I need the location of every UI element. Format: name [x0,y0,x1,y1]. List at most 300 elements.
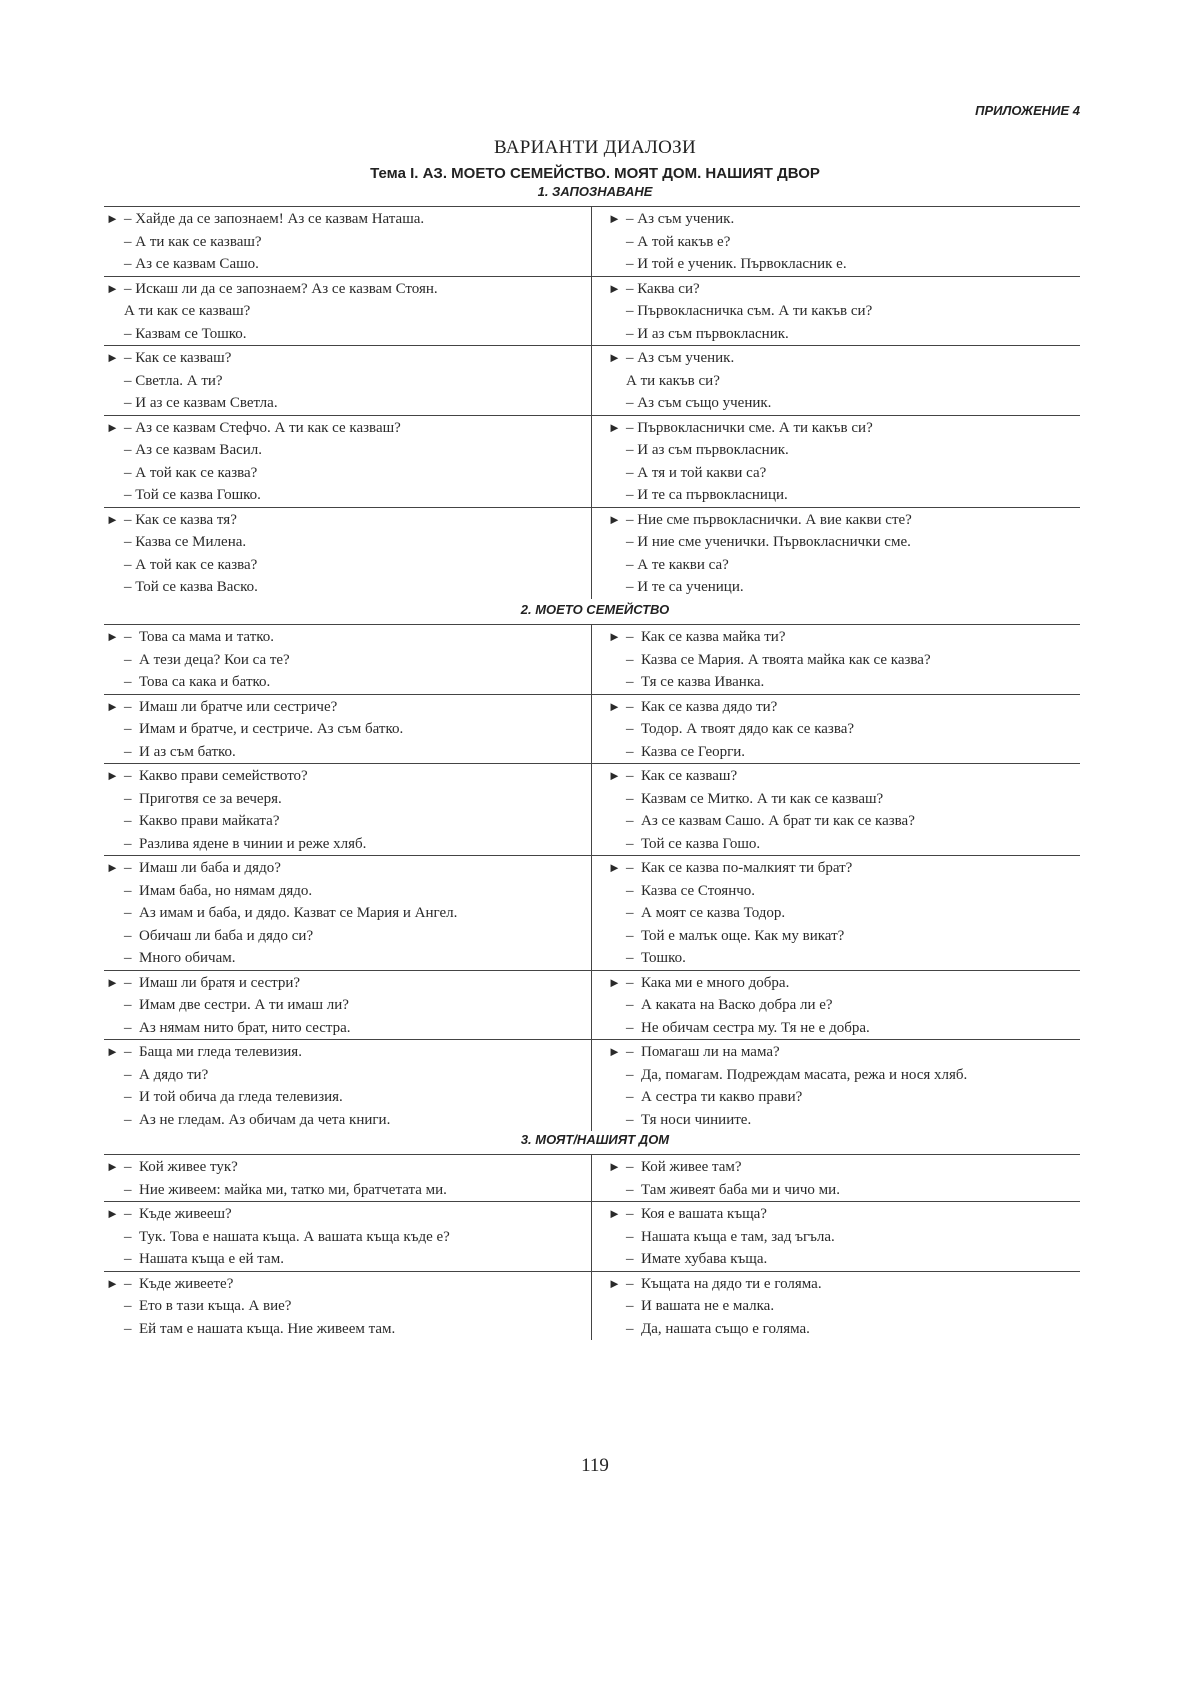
dialogue-text: – И аз съм първокласник. [626,442,789,458]
dialogue-text: – И аз съм първокласник. [626,325,789,342]
dialogue-line [106,718,585,741]
dialogue-text: – Казва се Стоянчо. [626,882,756,899]
dialogue-cell-right [592,1272,1080,1341]
dialogue-text: – Казвам се Митко. А ти как се казваш? [626,790,884,807]
arrow-marker-icon [106,323,124,346]
dialogue-text: – И той обича да гледа телевизия. [124,1089,343,1105]
dialogue-line [608,300,1074,323]
arrow-marker-icon [608,300,626,323]
appendix-label: ПРИЛОЖЕНИЕ 4 [975,103,1080,118]
dialogue-row [104,1271,1080,1341]
dialogue-text: – Казва се Мария. А твоята майка как се казва? [626,651,931,668]
dialogue-line [106,1109,585,1132]
dialogue-line [106,1273,585,1296]
arrow-marker-icon [608,370,626,393]
arrow-marker-icon [106,253,124,276]
dialogue-line [608,671,1074,694]
arrow-marker-icon [608,1064,626,1087]
dialogue-line [106,1318,585,1341]
dialogue-line [106,231,585,254]
dialogue-line [608,576,1074,599]
arrow-marker-icon: ► [608,974,621,990]
topic-subtitle: Тема I. АЗ. МОЕТО СЕМЕЙСТВО. МОЯТ ДОМ. НАШИЯТ ДВОР [370,165,820,182]
dialogue-text: – Не обичам сестра му. Тя не е добра. [626,1019,870,1036]
dialogue-cell-right [592,1155,1080,1201]
dialogue-line [106,484,585,507]
arrow-marker-icon [106,370,124,393]
arrow-marker-icon: ► [608,629,621,644]
dialogue-text: – Каква си? [626,280,700,297]
arrow-marker-icon [608,1248,626,1271]
arrow-marker-icon: ► [608,698,621,714]
dialogue-text: – Кой живее тук? [124,1159,238,1175]
dialogue-line [608,439,1074,462]
dialogue-cell-left [104,346,592,415]
dialogue-line [608,1226,1074,1249]
dialogue-line [608,531,1074,554]
arrow-marker-icon [608,484,626,507]
dialogue-text: – Имам две сестри. А ти имаш ли? [124,997,349,1013]
dialogue-text: – А те какви са? [626,556,729,573]
dialogue-line [106,509,585,532]
page-title: ВАРИАНТИ ДИАЛОЗИ [493,137,697,158]
arrow-marker-icon [106,902,124,925]
dialogue-text: – Къде живееш? [124,1206,232,1222]
dialogue-text: – Ние живеем: майка ми, татко ми, братчетата ми. [124,1181,447,1198]
dialogue-line [608,208,1074,231]
dialogue-line [106,972,585,995]
arrow-marker-icon: ► [106,974,119,990]
dialogue-line [608,1041,1074,1064]
dialogue-text: – И той е ученик. Първокласник е. [626,256,847,272]
dialogue-text: – Ние сме първокласнички. А вие какви сте? [626,511,912,528]
dialogue-line [106,1041,585,1064]
dialogue-text: – Разлива ядене в чинии и реже хляб. [124,835,367,852]
arrow-marker-icon: ► [106,511,119,527]
dialogue-cell-right [592,856,1080,970]
dialogue-line [106,531,585,554]
dialogue-text: А ти какъв си? [626,372,720,389]
arrow-marker-icon: ► [608,860,621,875]
dialogue-grid [104,624,1080,1131]
dialogue-line [106,1203,585,1226]
arrow-marker-icon [608,741,626,764]
arrow-marker-icon [106,880,124,903]
dialogue-line [106,741,585,764]
arrow-marker-icon [608,1086,626,1109]
dialogue-text: – Къде живеете? [124,1275,234,1292]
arrow-marker-icon [106,810,124,833]
arrow-marker-icon [106,947,124,970]
dialogue-text: – Светла. А ти? [124,372,223,389]
page-number: 119 [581,1455,609,1476]
dialogue-text: – Кака ми е много добра. [626,974,790,991]
dialogue-line [106,1295,585,1318]
arrow-marker-icon [608,671,626,694]
dialogue-cell-left [104,1155,592,1201]
dialogue-line [608,1248,1074,1271]
arrow-marker-icon: ► [106,860,119,875]
dialogue-cell-left [104,508,592,599]
dialogue-line [106,788,585,811]
dialogue-line [106,554,585,577]
arrow-marker-icon: ► [608,419,621,435]
dialogue-text: – И ние сме ученички. Първокласнички сме. [626,534,911,550]
dialogue-line [106,994,585,1017]
dialogue-text: – Искаш ли да се запознаем? Аз се казвам Стоян. [124,280,438,297]
dialogue-text: – Казвам се Тошко. [124,325,247,342]
dialogue-text: – Той се казва Гошко. [124,487,261,503]
dialogue-text: – А моят се казва Тодор. [626,905,786,921]
dialogue-text: – Аз се казвам Стефчо. А ти как се казваш? [124,419,401,436]
arrow-marker-icon: ► [106,1159,119,1174]
dialogue-text: – Той се казва Васко. [124,579,258,595]
dialogue-line [106,880,585,903]
dialogue-line [608,1295,1074,1318]
dialogue-line [608,1179,1074,1202]
arrow-marker-icon [106,484,124,507]
dialogue-line [106,671,585,694]
dialogue-text: – Първокласнички сме. А ти какъв си? [626,419,873,436]
arrow-marker-icon [608,880,626,903]
dialogue-text: – Това са мама и татко. [124,629,275,645]
dialogue-text: – Как се казва дядо ти? [626,698,778,715]
arrow-marker-icon: ► [608,1206,621,1221]
dialogue-line [106,323,585,346]
dialogue-grid [104,206,1080,599]
dialogue-text: – Аз не гледам. Аз обичам да чета книги. [124,1111,391,1128]
arrow-marker-icon [106,1248,124,1271]
dialogue-text: – Ето в тази къща. А вие? [124,1298,292,1314]
arrow-marker-icon [608,1109,626,1132]
dialogue-text: – И те са първокласници. [626,487,788,503]
dialogue-cell-left [104,416,592,507]
dialogue-row [104,855,1080,970]
arrow-marker-icon: ► [106,280,119,296]
dialogue-line [106,462,585,485]
arrow-marker-icon [106,1086,124,1109]
dialogue-cell-right [592,277,1080,346]
arrow-marker-icon: ► [106,768,119,783]
dialogue-text: – Как се казваш? [124,350,232,366]
dialogue-text: – А дядо ти? [124,1066,209,1083]
dialogue-row [104,415,1080,507]
section-title: 2. МОЕТО СЕМЕЙСТВО [520,602,670,617]
dialogue-text: – А каката на Васко добра ли е? [626,997,833,1013]
dialogue-line [608,947,1074,970]
dialogue-line [106,1064,585,1087]
arrow-marker-icon [608,718,626,741]
dialogue-cell-right [592,1202,1080,1271]
dialogue-line [106,1086,585,1109]
dialogue-line [106,1248,585,1271]
dialogue-line [106,649,585,672]
dialogue-line [106,417,585,440]
dialogue-text: – Как се казваш? [626,768,738,784]
dialogue-cell-right [592,346,1080,415]
dialogue-text: – Имаш ли братче или сестриче? [124,698,338,715]
dialogue-text: – И аз съм батко. [124,743,236,760]
dialogue-text: – Това са кака и батко. [124,674,271,690]
dialogue-line [106,300,585,323]
dialogue-line [608,1086,1074,1109]
dialogue-text: – Как се казва тя? [124,511,237,528]
dialogue-text: – Много обичам. [124,950,236,966]
dialogue-text: – А той какъв е? [626,233,731,250]
dialogue-line [608,1017,1074,1040]
dialogue-line [106,1226,585,1249]
dialogue-text: – Аз се казвам Сашо. А брат ти как се казва? [626,813,915,829]
dialogue-line [608,833,1074,856]
dialogue-text: – Тодор. А твоят дядо как се казва? [626,721,855,737]
dialogue-line [608,1156,1074,1179]
dialogue-text: – Той се казва Гошо. [626,835,761,852]
dialogue-line [608,509,1074,532]
dialogue-line [608,788,1074,811]
dialogue-row [104,624,1080,694]
arrow-marker-icon [608,788,626,811]
dialogue-text: – А тя и той какви са? [626,464,767,481]
dialogue-line [608,857,1074,880]
arrow-marker-icon: ► [106,1206,119,1221]
dialogue-text: – А ти как се казваш? [124,233,262,250]
arrow-marker-icon [106,576,124,599]
arrow-marker-icon: ► [608,1044,621,1059]
dialogue-cell-right [592,971,1080,1040]
dialogue-text: – Аз се казвам Сашо. [124,256,259,272]
arrow-marker-icon: ► [608,211,621,226]
dialogue-line [608,554,1074,577]
dialogue-line [608,231,1074,254]
dialogue-line [608,347,1074,370]
dialogue-line [608,370,1074,393]
arrow-marker-icon [106,994,124,1017]
arrow-marker-icon [608,439,626,462]
arrow-marker-icon [608,1226,626,1249]
arrow-marker-icon [608,1295,626,1318]
dialogue-line [608,417,1074,440]
dialogue-cell-right [592,625,1080,694]
dialogue-line [608,925,1074,948]
dialogue-cell-left [104,1040,592,1131]
dialogue-text: – Коя е вашата къща? [626,1206,767,1222]
dialogue-line [608,880,1074,903]
dialogue-row [104,970,1080,1040]
dialogue-text: – А сестра ти какво прави? [626,1089,803,1105]
dialogue-line [608,323,1074,346]
arrow-marker-icon: ► [608,768,621,783]
dialogue-cell-right [592,416,1080,507]
dialogue-line [106,1017,585,1040]
arrow-marker-icon [608,833,626,856]
dialogue-text: – А тези деца? Кои са те? [124,651,290,668]
arrow-marker-icon: ► [106,1044,119,1059]
dialogue-text: – Баща ми гледа телевизия. [124,1044,302,1060]
dialogue-text: – Аз съм ученик. [626,211,735,227]
dialogue-text: – Обичаш ли баба и дядо си? [124,927,314,944]
dialogue-text: – Имаш ли братя и сестри? [124,974,301,991]
dialogue-text: – Хайде да се запознаем! Аз се казвам Наташа. [124,211,425,227]
dialogue-line [608,1064,1074,1087]
dialogue-text: – Ей там е нашата къща. Ние живеем там. [124,1320,396,1337]
arrow-marker-icon: ► [106,350,119,365]
arrow-marker-icon [608,531,626,554]
arrow-marker-icon [106,439,124,462]
arrow-marker-icon [608,1179,626,1202]
arrow-marker-icon: ► [106,698,119,714]
section-title: 3. МОЯТ/НАШИЯТ ДОМ [520,1132,670,1147]
dialogue-line [608,765,1074,788]
arrow-marker-icon [608,994,626,1017]
dialogue-row [104,1154,1080,1201]
dialogue-line [608,484,1074,507]
arrow-marker-icon [608,810,626,833]
arrow-marker-icon [608,1017,626,1040]
dialogue-text: – Аз нямам нито брат, нито сестра. [124,1019,351,1036]
dialogue-cell-left [104,277,592,346]
dialogue-row [104,345,1080,415]
dialogue-line [608,718,1074,741]
dialogue-text: – Тошко. [626,950,686,966]
dialogue-text: – Какво прави майката? [124,813,280,829]
dialogue-text: – Нашата къща е там, зад ъгъла. [626,1228,835,1245]
dialogue-line [608,278,1074,301]
dialogue-text: – Как се казва по-малкият ти брат? [626,860,853,876]
arrow-marker-icon [106,925,124,948]
dialogue-cell-left [104,1272,592,1341]
arrow-marker-icon [106,649,124,672]
dialogue-line [608,626,1074,649]
dialogue-line [608,1318,1074,1341]
arrow-marker-icon: ► [106,211,119,226]
dialogue-text: – Той е малък още. Как му викат? [626,927,845,944]
dialogue-cell-left [104,207,592,276]
arrow-marker-icon [106,1017,124,1040]
dialogue-row [104,507,1080,599]
dialogue-row [104,1039,1080,1131]
dialogue-row [104,763,1080,855]
dialogue-text: – Нашата къща е ей там. [124,1251,284,1267]
arrow-marker-icon [106,531,124,554]
dialogue-text: – Аз съм също ученик. [626,395,772,411]
dialogue-text: – Там живеят баба ми и чичо ми. [626,1181,840,1198]
arrow-marker-icon [106,1226,124,1249]
arrow-marker-icon: ► [608,350,621,365]
dialogue-text: – Аз се казвам Васил. [124,442,263,458]
arrow-marker-icon: ► [106,1275,119,1291]
arrow-marker-icon [106,718,124,741]
dialogue-text: – А той как се казва? [124,556,258,573]
dialogue-text: – Да, помагам. Подреждам масата, режа и нося хляб. [626,1066,968,1083]
dialogue-line [608,972,1074,995]
dialogue-line [608,649,1074,672]
dialogue-cell-right [592,764,1080,855]
dialogue-cell-left [104,971,592,1040]
dialogue-text: – Къщата на дядо ти е голяма. [626,1275,822,1292]
dialogue-text: – Казва се Георги. [626,743,746,760]
arrow-marker-icon [608,323,626,346]
dialogue-cell-right [592,1040,1080,1131]
dialogue-text: – А той как се казва? [124,464,258,481]
dialogue-row [104,1201,1080,1271]
dialogue-line [608,1109,1074,1132]
section-title: 1. ЗАПОЗНАВАНЕ [537,184,653,199]
arrow-marker-icon [106,1064,124,1087]
dialogue-cell-right [592,508,1080,599]
dialogue-row [104,694,1080,764]
arrow-marker-icon [106,1109,124,1132]
dialogue-cell-right [592,207,1080,276]
dialogue-text: – И те са ученици. [626,579,744,595]
dialogue-text: – Приготвя се за вечеря. [124,790,282,807]
arrow-marker-icon [106,833,124,856]
arrow-marker-icon [608,925,626,948]
dialogue-text: – И вашата не е малка. [626,1298,775,1314]
arrow-marker-icon [608,253,626,276]
dialogue-grid [104,1154,1080,1340]
arrow-marker-icon [608,902,626,925]
arrow-marker-icon: ► [608,280,621,296]
dialogue-line [608,741,1074,764]
dialogue-text: – И аз се казвам Светла. [124,395,278,411]
dialogue-line [106,439,585,462]
arrow-marker-icon: ► [106,629,119,644]
dialogue-line [106,696,585,719]
dialogue-cell-left [104,856,592,970]
dialogue-line [608,696,1074,719]
dialogue-row [104,206,1080,276]
arrow-marker-icon [608,462,626,485]
arrow-marker-icon [106,788,124,811]
dialogue-line [106,925,585,948]
dialogue-text: – Помагаш ли на мама? [626,1044,780,1060]
dialogue-cell-left [104,1202,592,1271]
dialogue-text: – Имаш ли баба и дядо? [124,860,281,876]
arrow-marker-icon [106,300,124,323]
dialogue-line [106,208,585,231]
dialogue-line [106,833,585,856]
arrow-marker-icon [608,231,626,254]
dialogue-line [106,347,585,370]
dialogue-line [106,947,585,970]
arrow-marker-icon [608,947,626,970]
dialogue-line [106,1156,585,1179]
dialogue-text: – Да, нашата също е голяма. [626,1320,810,1337]
dialogue-line [106,253,585,276]
dialogue-line [608,253,1074,276]
dialogue-text: – Казва се Милена. [124,534,247,550]
dialogue-text: – Тук. Това е нашата къща. А вашата къща къде е? [124,1228,450,1245]
arrow-marker-icon: ► [106,419,119,435]
dialogue-line [608,902,1074,925]
dialogue-line [106,370,585,393]
dialogue-text: – Имам и братче, и сестриче. Аз съм батко. [124,721,404,737]
dialogue-cell-left [104,695,592,764]
arrow-marker-icon: ► [608,1159,621,1174]
dialogue-line [106,1179,585,1202]
dialogue-line [106,765,585,788]
arrow-marker-icon [106,462,124,485]
dialogue-text: А ти как се казваш? [124,303,251,319]
arrow-marker-icon [608,576,626,599]
dialogue-text: – Първокласничка съм. А ти какъв си? [626,303,873,319]
arrow-marker-icon [106,741,124,764]
dialogue-line [106,810,585,833]
dialogue-cell-left [104,764,592,855]
dialogue-text: – Тя носи чиниите. [626,1111,752,1128]
dialogue-line [608,462,1074,485]
arrow-marker-icon [106,554,124,577]
